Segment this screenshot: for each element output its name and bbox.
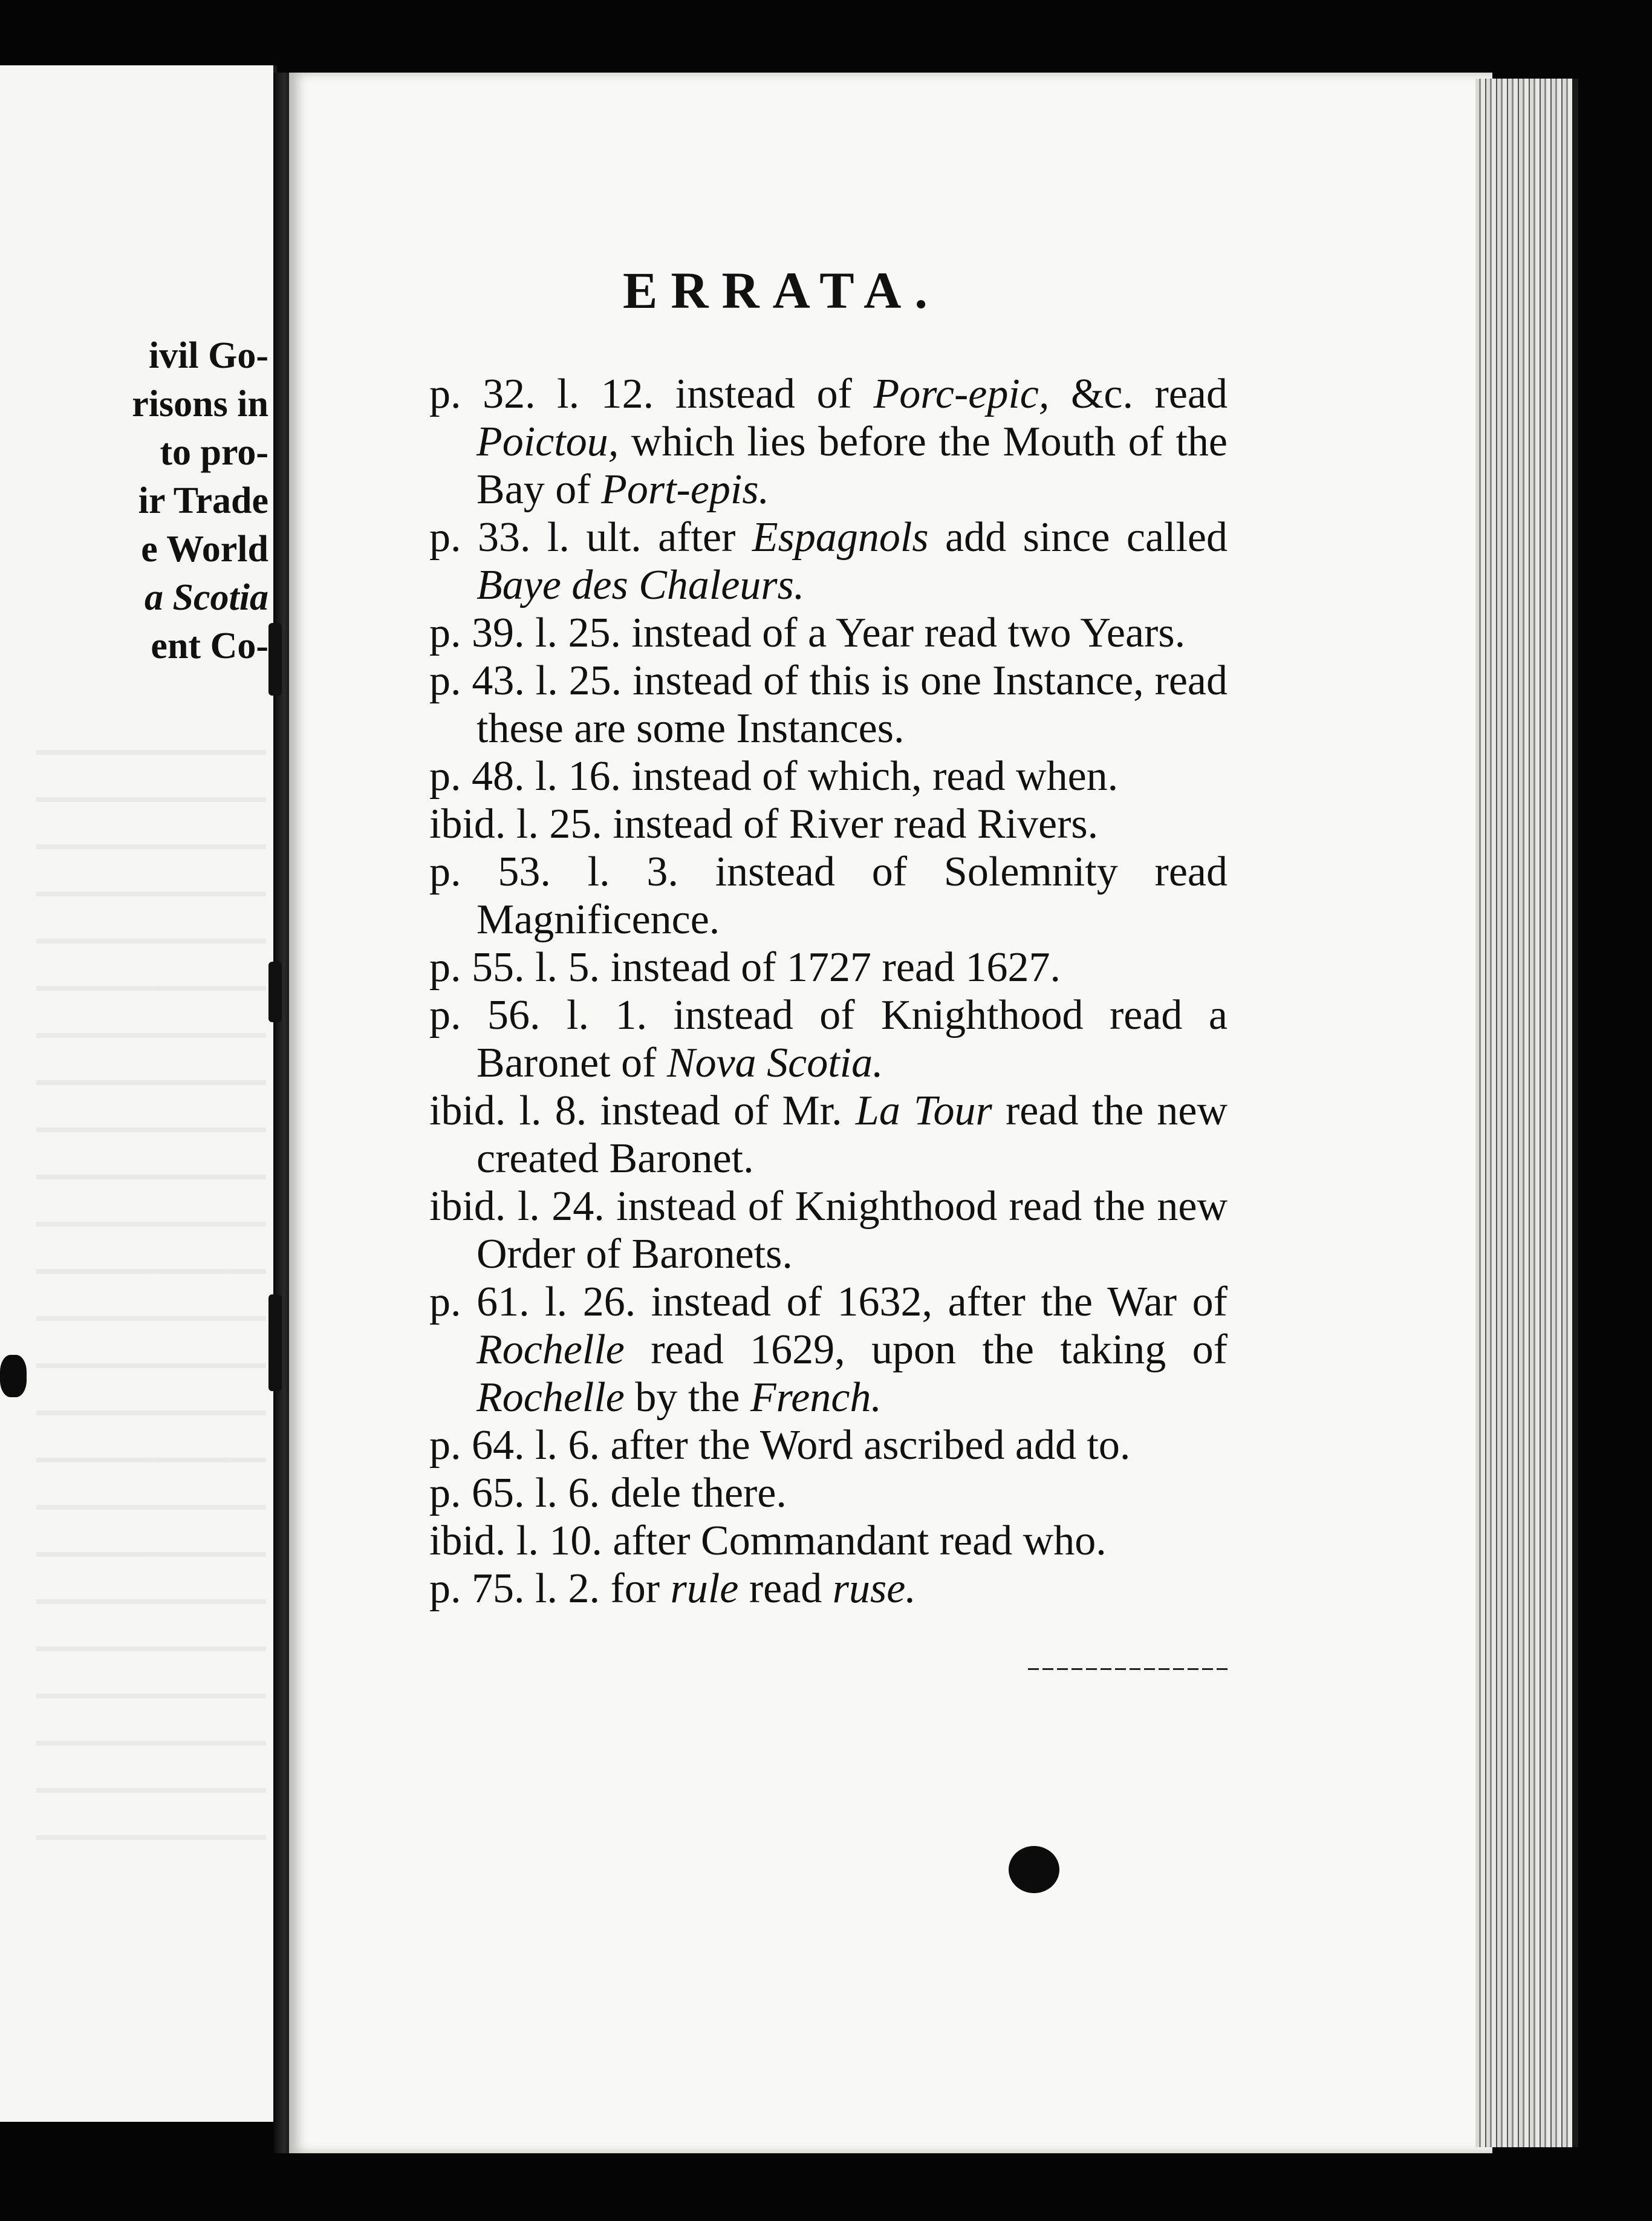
errata-text: ibid. l. 10. after Commandant read who. xyxy=(429,1518,1107,1564)
errata-text: add since called xyxy=(928,514,1228,561)
errata-entry xyxy=(429,370,1228,514)
left-page-fragment: ivil Go- xyxy=(148,335,268,376)
errata-text: p. 56. l. 1. instead of Knighthood read a Baronet of xyxy=(429,992,1228,1086)
ink-blot xyxy=(1009,1846,1059,1893)
errata-text: read xyxy=(738,1565,833,1612)
errata-text: ibid. l. 24. instead of Knighthood read the new Order of Baronets. xyxy=(429,1183,1228,1277)
errata-text: p. 55. l. 5. instead of 1727 read 1627. xyxy=(429,944,1061,991)
errata-text: p. 43. l. 25. instead of this is one Instance, read these are some Instances. xyxy=(429,657,1228,752)
errata-text: which lies before the Mouth of the Bay of xyxy=(476,419,1228,513)
errata-text: &c. read xyxy=(1049,371,1228,417)
errata-entry xyxy=(429,609,1228,657)
left-facing-page xyxy=(0,65,277,2122)
errata-italic-text: ruse. xyxy=(832,1565,916,1612)
errata-list xyxy=(429,370,1228,1613)
errata-entry xyxy=(429,752,1228,800)
errata-entry xyxy=(429,1182,1228,1278)
errata-text: p. 75. l. 2. for xyxy=(429,1565,671,1612)
errata-italic-text: Poictou, xyxy=(476,419,619,465)
errata-italic-text: Rochelle xyxy=(476,1374,625,1421)
errata-italic-text: French. xyxy=(750,1374,882,1421)
left-page-text-fragments xyxy=(132,331,268,670)
left-page-fragment: ent Co- xyxy=(151,625,268,667)
errata-entry xyxy=(429,944,1228,991)
errata-text: ibid. l. 25. instead of River read Rivers. xyxy=(429,801,1099,847)
errata-entry xyxy=(429,1278,1228,1421)
errata-italic-text: La Tour xyxy=(855,1088,992,1134)
binding-thread-mark xyxy=(268,962,282,1022)
errata-text: p. 65. l. 6. dele there. xyxy=(429,1470,787,1516)
errata-entry xyxy=(429,1087,1228,1182)
errata-italic-text: Port-epis. xyxy=(601,466,770,513)
errata-text: read 1629, upon the taking of xyxy=(624,1326,1228,1373)
errata-entry xyxy=(429,991,1228,1087)
page-title: ERRATA. xyxy=(623,261,941,319)
left-page-fragment: ir Trade xyxy=(138,480,268,521)
errata-entry xyxy=(429,1565,1228,1613)
left-page-fragment: e World xyxy=(141,529,268,570)
errata-entry xyxy=(429,657,1228,752)
errata-entry xyxy=(429,800,1228,848)
left-page-fragment: to pro- xyxy=(160,432,268,473)
ink-blot-left xyxy=(0,1355,27,1397)
left-page-fragment: a Scotia xyxy=(145,577,268,618)
errata-text: by the xyxy=(624,1374,750,1421)
errata-text: p. 53. l. 3. instead of Solemnity read Magnificence. xyxy=(429,849,1228,943)
errata-italic-text: Baye des Chaleurs. xyxy=(476,562,805,608)
errata-text: p. 33. l. ult. after xyxy=(429,514,752,561)
bleed-through-text xyxy=(36,719,266,1868)
errata-text: p. 39. l. 25. instead of a Year read two Years. xyxy=(429,610,1186,656)
errata-entry xyxy=(429,1421,1228,1469)
errata-entry xyxy=(429,514,1228,609)
left-page-fragment: risons in xyxy=(132,383,268,425)
errata-italic-text: Nova Scotia. xyxy=(666,1040,883,1086)
errata-italic-text: rule xyxy=(670,1565,739,1612)
errata-text: p. 32. l. 12. instead of xyxy=(429,371,874,417)
binding-thread-mark xyxy=(268,623,282,696)
errata-text: p. 48. l. 16. instead of which, read when. xyxy=(429,753,1119,800)
errata-entry xyxy=(429,848,1228,944)
binding-thread-mark xyxy=(268,1294,282,1391)
errata-text: p. 61. l. 26. instead of 1632, after the War of xyxy=(429,1279,1228,1325)
errata-text: ibid. l. 8. instead of Mr. xyxy=(429,1088,856,1134)
errata-entry xyxy=(429,1469,1228,1517)
errata-italic-text: Rochelle xyxy=(476,1326,625,1373)
errata-text: p. 64. l. 6. after the Word ascribed add to. xyxy=(429,1422,1131,1469)
page-edges xyxy=(1475,79,1578,2147)
errata-italic-text: Espagnols xyxy=(752,514,929,561)
errata-entry xyxy=(429,1517,1228,1565)
closing-rule xyxy=(1028,1668,1228,1670)
errata-text: read the new created Baronet. xyxy=(476,1088,1228,1182)
errata-italic-text: Porc-epic, xyxy=(873,371,1050,417)
